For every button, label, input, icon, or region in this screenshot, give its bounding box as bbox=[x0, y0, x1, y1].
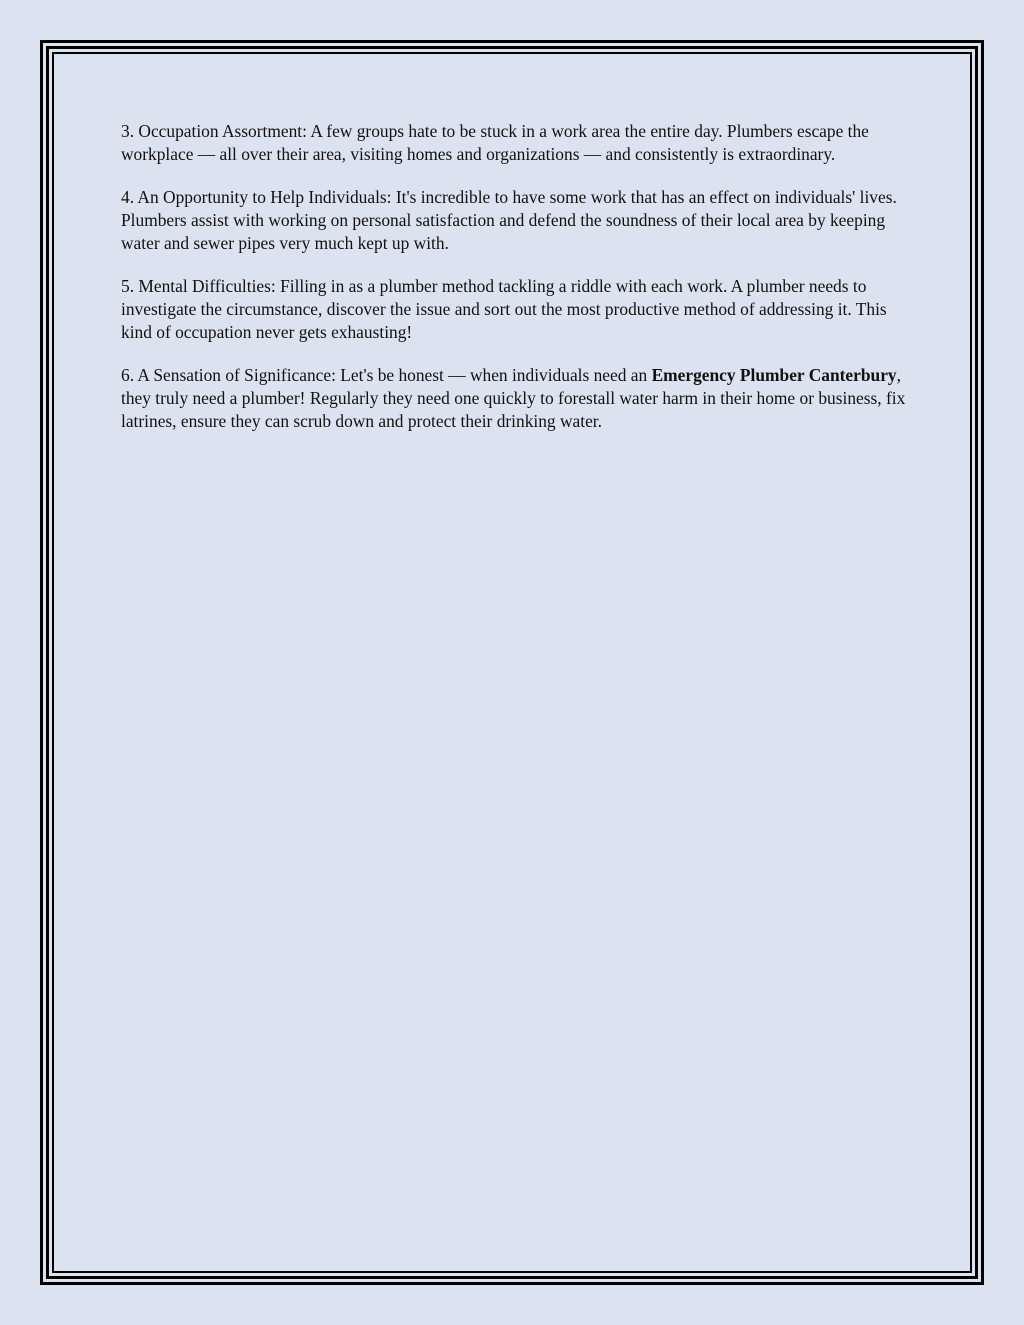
paragraph-text-after: , they truly need a plumber! Regularly they need one quickly to forestall water harm in their home or business, fix latrines, ensure they can scrub down and protect their drinking water. bbox=[121, 365, 906, 431]
paragraph-opportunity-to-help: 4. An Opportunity to Help Individuals: It's incredible to have some work that has an effect on individuals' lives. Plumbers assist with working on personal satisfaction and defend the soundness of their local area by keeping water and sewer pipes very much kept up with. bbox=[121, 187, 897, 253]
document-body bbox=[121, 120, 911, 453]
paragraph-sensation-of-significance bbox=[121, 364, 911, 433]
paragraph-occupation-assortment: 3. Occupation Assortment: A few groups hate to be stuck in a work area the entire day. Plumbers escape the workplace — all over their area, visiting homes and organizations — and consistently is extraordinary. bbox=[121, 121, 869, 164]
emergency-plumber-keyword: Emergency Plumber Canterbury bbox=[651, 365, 897, 385]
paragraph-text-before: 6. A Sensation of Significance: Let's be honest — when individuals need an bbox=[121, 365, 652, 385]
paragraph-mental-difficulties: 5. Mental Difficulties: Filling in as a plumber method tackling a riddle with each work. A plumber needs to investigate the circumstance, discover the issue and sort out the most productive method of addressing it. This kind of occupation never gets exhausting! bbox=[121, 276, 887, 342]
